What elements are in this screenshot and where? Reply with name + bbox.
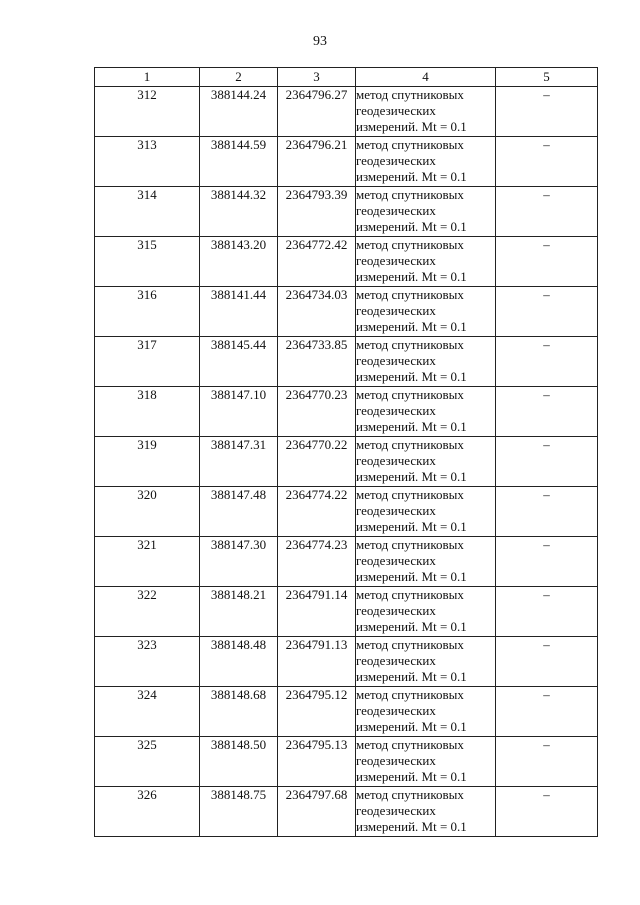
method-cell: [356, 187, 496, 237]
note-cell: –: [496, 187, 598, 237]
method-line: измерений. Mt = 0.1: [356, 169, 467, 184]
method-line: измерений. Mt = 0.1: [356, 619, 467, 634]
method-cell: [356, 87, 496, 137]
table-row: [95, 87, 598, 137]
method-line: измерений. Mt = 0.1: [356, 469, 467, 484]
method-cell: [356, 437, 496, 487]
y-coordinate-cell: 2364791.14: [278, 587, 356, 637]
x-coordinate-cell: 388148.68: [200, 687, 278, 737]
point-number-cell: 317: [95, 337, 200, 387]
point-number-cell: 326: [95, 787, 200, 837]
note-cell: –: [496, 237, 598, 287]
method-line: измерений. Mt = 0.1: [356, 419, 467, 434]
table-row: [95, 187, 598, 237]
note-cell: –: [496, 437, 598, 487]
y-coordinate-cell: 2364797.68: [278, 787, 356, 837]
point-number-cell: 318: [95, 387, 200, 437]
note-cell: –: [496, 587, 598, 637]
method-line: геодезических: [356, 503, 436, 518]
method-line: метод спутниковых: [356, 537, 464, 552]
method-line: метод спутниковых: [356, 637, 464, 652]
x-coordinate-cell: 388143.20: [200, 237, 278, 287]
note-cell: –: [496, 687, 598, 737]
method-cell: [356, 637, 496, 687]
method-line: метод спутниковых: [356, 687, 464, 702]
table-header-row: [95, 68, 598, 87]
table-body: [95, 87, 598, 837]
table-row: [95, 137, 598, 187]
method-line: измерений. Mt = 0.1: [356, 219, 467, 234]
method-cell: [356, 787, 496, 837]
table-row: [95, 637, 598, 687]
method-line: метод спутниковых: [356, 337, 464, 352]
method-line: измерений. Mt = 0.1: [356, 119, 467, 134]
method-line: измерений. Mt = 0.1: [356, 819, 467, 834]
coordinates-table: [94, 67, 598, 837]
method-cell: [356, 587, 496, 637]
method-line: метод спутниковых: [356, 587, 464, 602]
method-line: метод спутниковых: [356, 137, 464, 152]
method-cell: [356, 537, 496, 587]
method-cell: [356, 337, 496, 387]
method-line: измерений. Mt = 0.1: [356, 319, 467, 334]
y-coordinate-cell: 2364770.22: [278, 437, 356, 487]
method-line: измерений. Mt = 0.1: [356, 519, 467, 534]
method-cell: [356, 737, 496, 787]
y-coordinate-cell: 2364795.12: [278, 687, 356, 737]
table-row: [95, 587, 598, 637]
point-number-cell: 320: [95, 487, 200, 537]
x-coordinate-cell: 388148.21: [200, 587, 278, 637]
x-coordinate-cell: 388145.44: [200, 337, 278, 387]
note-cell: –: [496, 87, 598, 137]
method-line: метод спутниковых: [356, 87, 464, 102]
method-line: метод спутниковых: [356, 737, 464, 752]
method-cell: [356, 687, 496, 737]
x-coordinate-cell: 388144.24: [200, 87, 278, 137]
point-number-cell: 321: [95, 537, 200, 587]
y-coordinate-cell: 2364770.23: [278, 387, 356, 437]
method-cell: [356, 487, 496, 537]
x-coordinate-cell: 388144.32: [200, 187, 278, 237]
note-cell: –: [496, 287, 598, 337]
x-coordinate-cell: 388148.48: [200, 637, 278, 687]
method-line: геодезических: [356, 303, 436, 318]
point-number-cell: 312: [95, 87, 200, 137]
x-coordinate-cell: 388148.50: [200, 737, 278, 787]
method-cell: [356, 237, 496, 287]
method-line: геодезических: [356, 103, 436, 118]
column-header-4: 4: [356, 68, 496, 87]
point-number-cell: 325: [95, 737, 200, 787]
table-row: [95, 787, 598, 837]
method-line: метод спутниковых: [356, 487, 464, 502]
method-line: метод спутниковых: [356, 387, 464, 402]
method-line: измерений. Mt = 0.1: [356, 769, 467, 784]
table-row: [95, 387, 598, 437]
method-line: геодезических: [356, 553, 436, 568]
y-coordinate-cell: 2364791.13: [278, 637, 356, 687]
method-line: геодезических: [356, 403, 436, 418]
note-cell: –: [496, 387, 598, 437]
point-number-cell: 313: [95, 137, 200, 187]
note-cell: –: [496, 137, 598, 187]
method-line: геодезических: [356, 653, 436, 668]
table-row: [95, 287, 598, 337]
x-coordinate-cell: 388148.75: [200, 787, 278, 837]
note-cell: –: [496, 337, 598, 387]
table-row: [95, 487, 598, 537]
table-row: [95, 687, 598, 737]
x-coordinate-cell: 388147.48: [200, 487, 278, 537]
method-line: геодезических: [356, 803, 436, 818]
x-coordinate-cell: 388147.30: [200, 537, 278, 587]
column-header-2: 2: [200, 68, 278, 87]
method-line: измерений. Mt = 0.1: [356, 669, 467, 684]
method-cell: [356, 387, 496, 437]
column-header-3: 3: [278, 68, 356, 87]
method-line: метод спутниковых: [356, 287, 464, 302]
method-line: измерений. Mt = 0.1: [356, 719, 467, 734]
method-line: геодезических: [356, 253, 436, 268]
method-line: метод спутниковых: [356, 787, 464, 802]
point-number-cell: 322: [95, 587, 200, 637]
y-coordinate-cell: 2364796.21: [278, 137, 356, 187]
note-cell: –: [496, 787, 598, 837]
y-coordinate-cell: 2364774.23: [278, 537, 356, 587]
y-coordinate-cell: 2364733.85: [278, 337, 356, 387]
method-line: метод спутниковых: [356, 237, 464, 252]
method-line: геодезических: [356, 153, 436, 168]
y-coordinate-cell: 2364774.22: [278, 487, 356, 537]
method-line: измерений. Mt = 0.1: [356, 369, 467, 384]
x-coordinate-cell: 388141.44: [200, 287, 278, 337]
method-line: геодезических: [356, 203, 436, 218]
method-line: измерений. Mt = 0.1: [356, 569, 467, 584]
method-line: геодезических: [356, 353, 436, 368]
table-row: [95, 737, 598, 787]
x-coordinate-cell: 388144.59: [200, 137, 278, 187]
note-cell: –: [496, 537, 598, 587]
method-line: геодезических: [356, 453, 436, 468]
method-line: геодезических: [356, 753, 436, 768]
y-coordinate-cell: 2364793.39: [278, 187, 356, 237]
method-line: геодезических: [356, 703, 436, 718]
y-coordinate-cell: 2364795.13: [278, 737, 356, 787]
point-number-cell: 316: [95, 287, 200, 337]
point-number-cell: 314: [95, 187, 200, 237]
y-coordinate-cell: 2364734.03: [278, 287, 356, 337]
point-number-cell: 315: [95, 237, 200, 287]
y-coordinate-cell: 2364796.27: [278, 87, 356, 137]
x-coordinate-cell: 388147.31: [200, 437, 278, 487]
table-row: [95, 237, 598, 287]
table-row: [95, 437, 598, 487]
note-cell: –: [496, 487, 598, 537]
table-row: [95, 337, 598, 387]
method-line: геодезических: [356, 603, 436, 618]
point-number-cell: 324: [95, 687, 200, 737]
note-cell: –: [496, 737, 598, 787]
column-header-5: 5: [496, 68, 598, 87]
y-coordinate-cell: 2364772.42: [278, 237, 356, 287]
point-number-cell: 323: [95, 637, 200, 687]
method-line: измерений. Mt = 0.1: [356, 269, 467, 284]
x-coordinate-cell: 388147.10: [200, 387, 278, 437]
method-cell: [356, 137, 496, 187]
method-cell: [356, 287, 496, 337]
column-header-1: 1: [95, 68, 200, 87]
method-line: метод спутниковых: [356, 437, 464, 452]
page-number: 93: [313, 34, 327, 49]
method-line: метод спутниковых: [356, 187, 464, 202]
point-number-cell: 319: [95, 437, 200, 487]
note-cell: –: [496, 637, 598, 687]
table-row: [95, 537, 598, 587]
